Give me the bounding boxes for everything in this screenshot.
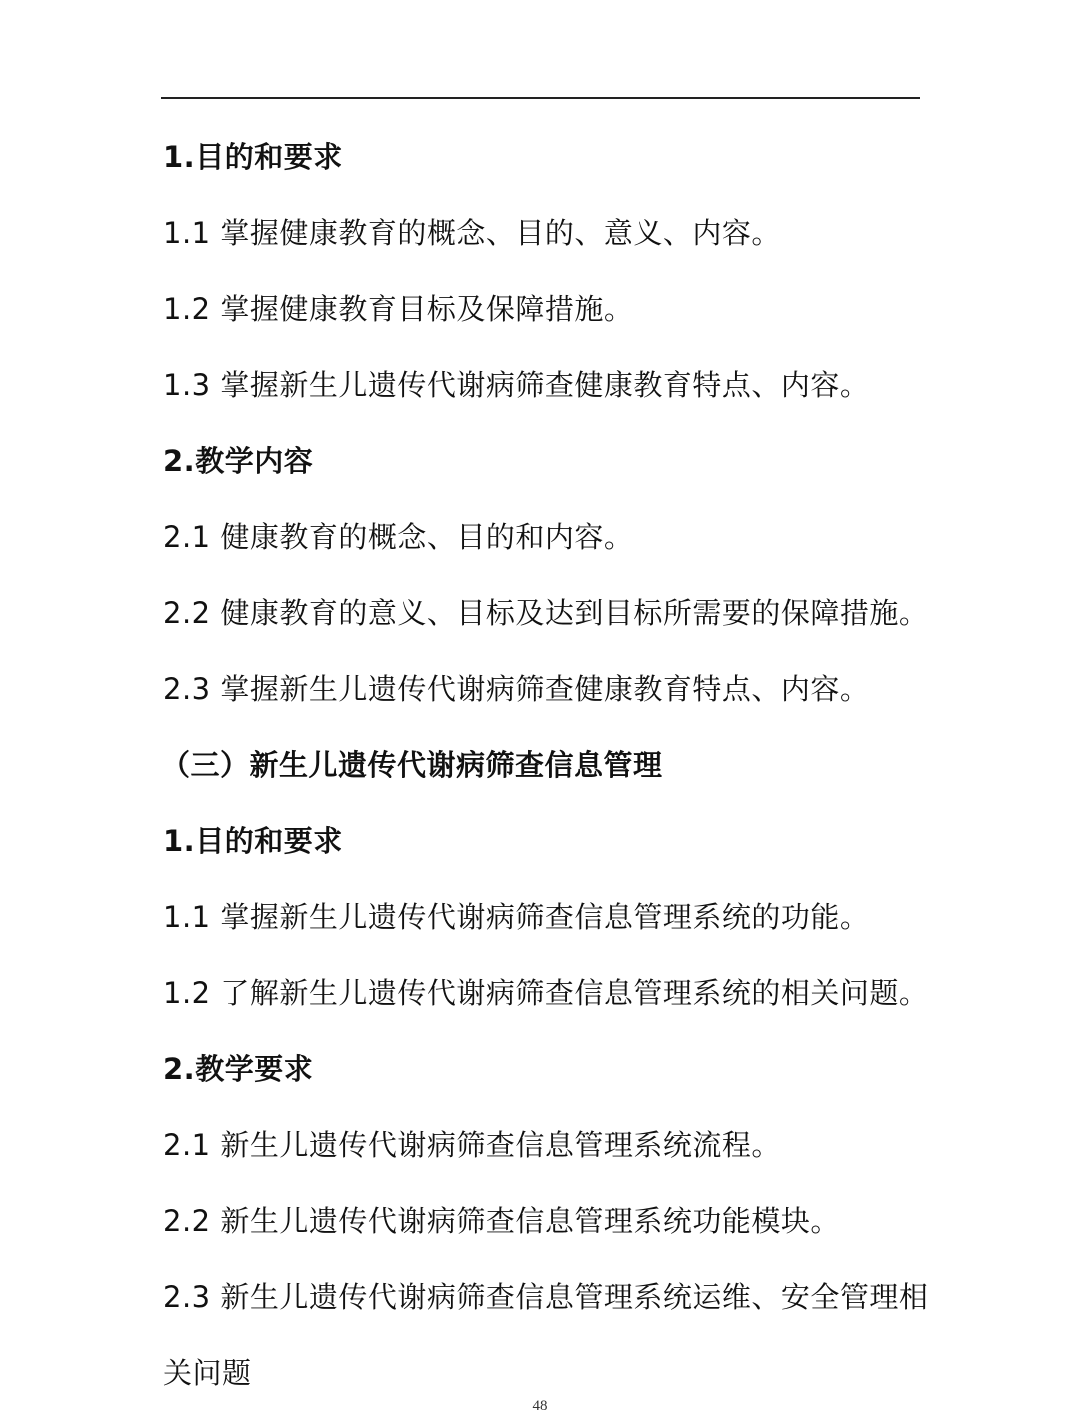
- list-item-b-1-1: 1.1 掌握新生儿遗传代谢病筛查信息管理系统的功能。: [163, 900, 870, 934]
- list-item-b-2-1: 2.1 新生儿遗传代谢病筛查信息管理系统流程。: [163, 1128, 781, 1162]
- page-number: 48: [532, 1398, 548, 1414]
- document-body: [161, 126, 929, 1418]
- list-item-2-2: 2.2 健康教育的意义、目标及达到目标所需要的保障措施。: [163, 596, 929, 630]
- heading-teaching-requirements: 2.教学要求: [163, 1052, 314, 1086]
- list-item-b-2-3-continued: 关问题: [163, 1356, 252, 1390]
- header-rule: [161, 97, 920, 99]
- list-item-b-2-3: 2.3 新生儿遗传代谢病筛查信息管理系统运维、安全管理相: [163, 1280, 929, 1314]
- list-item-2-3: 2.3 掌握新生儿遗传代谢病筛查健康教育特点、内容。: [163, 672, 870, 706]
- section-heading-info-management: （三）新生儿遗传代谢病筛查信息管理: [161, 748, 663, 782]
- heading-objectives-2: 1.目的和要求: [163, 824, 343, 858]
- heading-teaching-content: 2.教学内容: [163, 444, 314, 478]
- list-item-b-1-2: 1.2 了解新生儿遗传代谢病筛查信息管理系统的相关问题。: [163, 976, 929, 1010]
- list-item-1-1: 1.1 掌握健康教育的概念、目的、意义、内容。: [163, 216, 781, 250]
- list-item-1-2: 1.2 掌握健康教育目标及保障措施。: [163, 292, 634, 326]
- list-item-1-3: 1.3 掌握新生儿遗传代谢病筛查健康教育特点、内容。: [163, 368, 870, 402]
- heading-objectives-1: 1.目的和要求: [163, 140, 343, 174]
- list-item-2-1: 2.1 健康教育的概念、目的和内容。: [163, 520, 634, 554]
- list-item-b-2-2: 2.2 新生儿遗传代谢病筛查信息管理系统功能模块。: [163, 1204, 840, 1238]
